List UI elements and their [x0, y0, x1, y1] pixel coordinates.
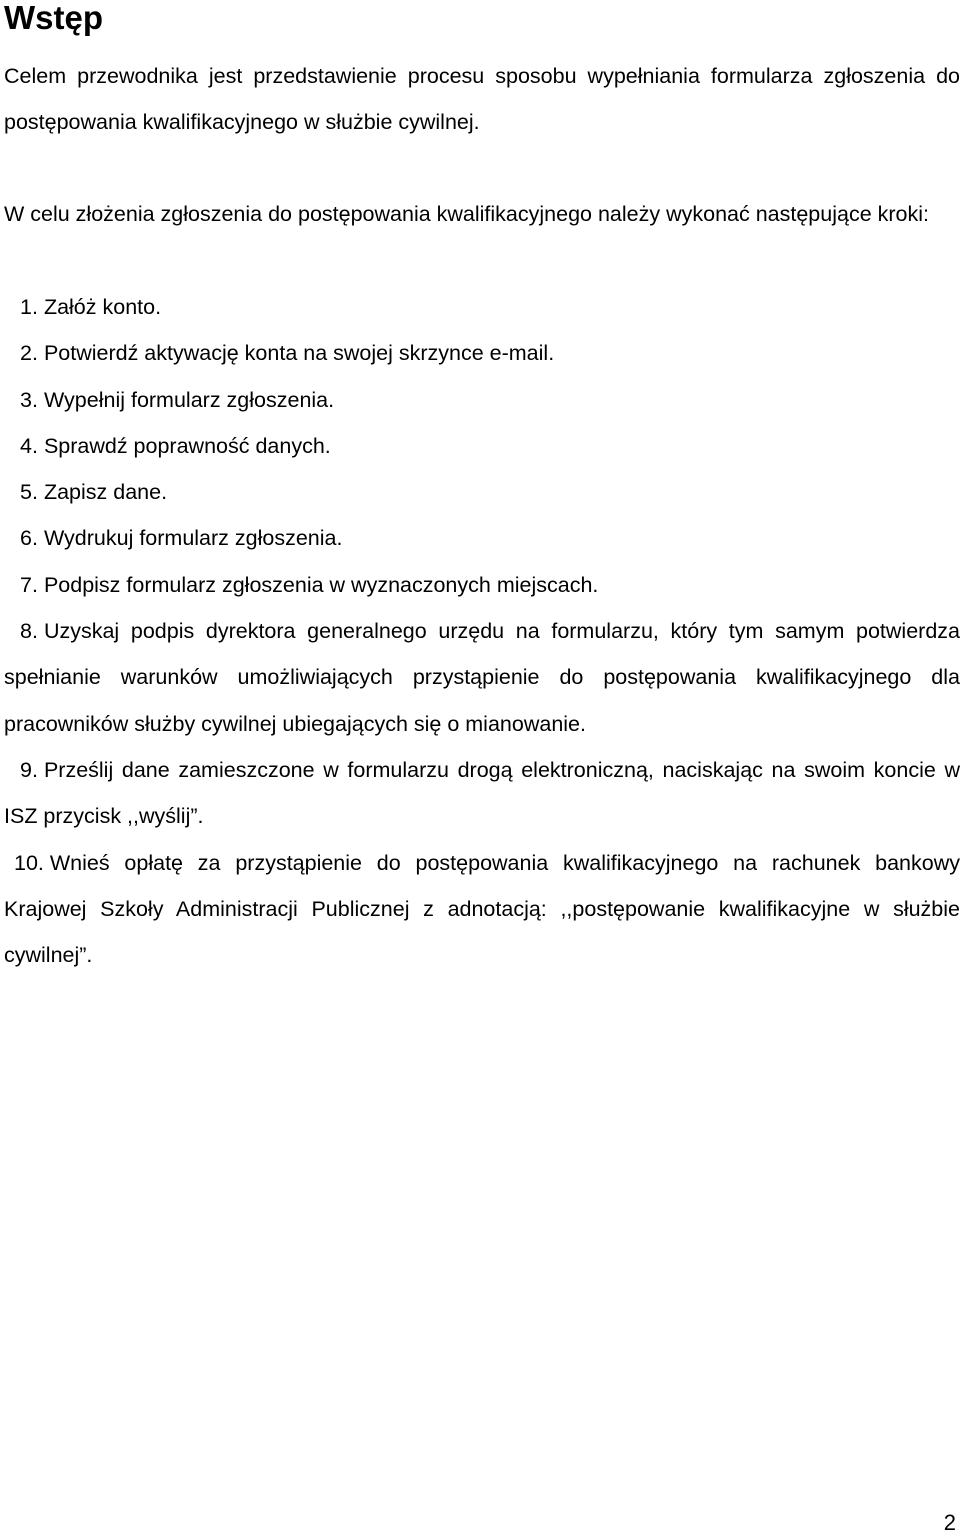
step-item — [4, 608, 960, 747]
step-item — [4, 562, 960, 608]
step-item — [4, 469, 960, 515]
step-text: Zapisz dane. — [43, 480, 168, 505]
step-number: 10. — [14, 850, 44, 875]
step-text: Załóż konto. — [43, 295, 162, 319]
step-text: Uzyskaj podpis dyrektora generalnego urzędu na formularzu, który tym samym potwierdza spełnianie warunków umożliwiających przystąpienie do postępowania kwalifikacyjnego dla pracowników służby cywilnej ubiegających się o mianowanie. — [4, 619, 960, 736]
step-text: Sprawdź poprawność danych. — [43, 433, 331, 458]
page-title: Wstęp — [4, 0, 103, 36]
step-number: 6. — [20, 526, 38, 551]
step-text: Potwierdź aktywację konta na swojej skrzynce e-mail. — [43, 341, 555, 366]
step-number: 2. — [20, 341, 38, 366]
step-number: 1. — [20, 295, 38, 319]
intro-paragraph: Celem przewodnika jest przedstawienie procesu sposobu wypełniania formularza zgłoszenia do postępowania kwalifikacyjnego w służbie cywilnej. — [4, 64, 960, 135]
steps-lead-paragraph: W celu złożenia zgłoszenia do postępowania kwalifikacyjnego należy wykonać następujące kroki: — [4, 202, 930, 226]
step-number: 8. — [20, 619, 38, 644]
steps-list — [4, 284, 960, 978]
step-item — [4, 747, 960, 840]
step-text: Wnieś opłatę za przystąpienie do postępowania kwalifikacyjnego na rachunek bankowy Krajowej Szkoły Administracji Publicznej z adnotacją: ,,postępowanie kwalifikacyjne w służbie cywilnej”. — [4, 850, 960, 968]
step-item — [4, 515, 960, 561]
step-text: Wypełnij formularz zgłoszenia. — [43, 387, 335, 412]
step-number: 7. — [20, 572, 38, 597]
step-number: 9. — [20, 757, 38, 782]
step-text: Wydrukuj formularz zgłoszenia. — [43, 526, 343, 551]
step-number: 5. — [20, 480, 38, 505]
step-text: Prześlij dane zamieszczone w formularzu drogą elektroniczną, naciskając na swoim koncie w ISZ przycisk ,,wyślij”. — [4, 757, 960, 829]
step-number: 4. — [20, 433, 38, 458]
step-item — [4, 423, 960, 469]
step-item — [4, 377, 960, 423]
step-item — [4, 330, 960, 376]
step-item — [4, 840, 960, 979]
step-item — [4, 284, 960, 330]
step-text: Podpisz formularz zgłoszenia w wyznaczonych miejscach. — [43, 572, 599, 597]
step-number: 3. — [20, 387, 38, 412]
page-number: 2 — [943, 1510, 956, 1535]
